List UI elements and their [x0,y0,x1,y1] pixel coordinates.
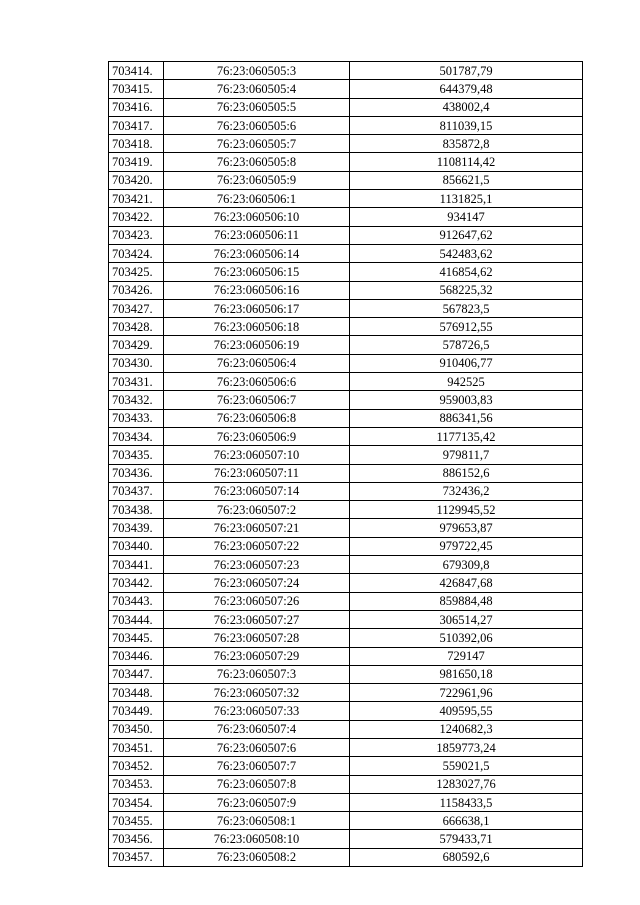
table-row [109,501,583,519]
cadastral-value-cell: 1158433,5 [350,793,583,811]
cadastral-number-cell: 76:23:060507:7 [164,757,350,775]
table-row [109,537,583,555]
row-number-cell: 703425. [109,263,164,281]
row-number-cell: 703443. [109,592,164,610]
cadastral-number-cell: 76:23:060506:17 [164,299,350,317]
cadastral-number-cell: 76:23:060506:7 [164,391,350,409]
cadastral-number-cell: 76:23:060507:22 [164,537,350,555]
cadastral-value-cell: 680592,6 [350,848,583,866]
cadastral-number-cell: 76:23:060506:18 [164,318,350,336]
row-number-cell: 703431. [109,373,164,391]
row-number-cell: 703454. [109,793,164,811]
table-row [109,62,583,80]
table-row [109,116,583,134]
cadastral-number-cell: 76:23:060506:8 [164,409,350,427]
cadastral-value-cell: 1283027,76 [350,775,583,793]
row-number-cell: 703434. [109,427,164,445]
cadastral-number-cell: 76:23:060507:29 [164,647,350,665]
cadastral-value-cell: 679309,8 [350,556,583,574]
cadastral-number-cell: 76:23:060506:10 [164,208,350,226]
cadastral-value-cell: 942525 [350,373,583,391]
cadastral-number-cell: 76:23:060505:3 [164,62,350,80]
table-row [109,757,583,775]
cadastral-value-cell: 578726,5 [350,336,583,354]
cadastral-value-cell: 426847,68 [350,574,583,592]
cadastral-value-cell: 666638,1 [350,812,583,830]
cadastral-value-cell: 856621,5 [350,171,583,189]
cadastral-value-cell: 1129945,52 [350,501,583,519]
cadastral-value-cell: 934147 [350,208,583,226]
row-number-cell: 703439. [109,519,164,537]
cadastral-value-cell: 559021,5 [350,757,583,775]
cadastral-number-cell: 76:23:060507:21 [164,519,350,537]
table-row [109,244,583,262]
row-number-cell: 703442. [109,574,164,592]
row-number-cell: 703428. [109,318,164,336]
row-number-cell: 703426. [109,281,164,299]
table-row [109,702,583,720]
table-row [109,373,583,391]
table-row [109,190,583,208]
cadastral-number-cell: 76:23:060508:10 [164,830,350,848]
cadastral-number-cell: 76:23:060505:4 [164,80,350,98]
cadastral-number-cell: 76:23:060507:10 [164,446,350,464]
cadastral-number-cell: 76:23:060508:1 [164,812,350,830]
cadastral-value-cell: 912647,62 [350,226,583,244]
table-row [109,171,583,189]
table-row [109,263,583,281]
row-number-cell: 703455. [109,812,164,830]
row-number-cell: 703415. [109,80,164,98]
row-number-cell: 703438. [109,501,164,519]
row-number-cell: 703433. [109,409,164,427]
cadastral-number-cell: 76:23:060507:28 [164,629,350,647]
table-row [109,738,583,756]
table-row [109,848,583,866]
cadastral-number-cell: 76:23:060506:4 [164,354,350,372]
cadastral-value-cell: 979653,87 [350,519,583,537]
table-row [109,336,583,354]
row-number-cell: 703446. [109,647,164,665]
cadastral-number-cell: 76:23:060507:27 [164,610,350,628]
cadastral-value-cell: 501787,79 [350,62,583,80]
cadastral-value-cell: 1131825,1 [350,190,583,208]
cadastral-number-cell: 76:23:060505:9 [164,171,350,189]
row-number-cell: 703450. [109,720,164,738]
row-number-cell: 703414. [109,62,164,80]
cadastral-number-cell: 76:23:060507:14 [164,482,350,500]
row-number-cell: 703416. [109,98,164,116]
row-number-cell: 703451. [109,738,164,756]
row-number-cell: 703452. [109,757,164,775]
cadastral-value-cell: 1240682,3 [350,720,583,738]
table-row [109,80,583,98]
row-number-cell: 703421. [109,190,164,208]
table-row [109,391,583,409]
row-number-cell: 703447. [109,665,164,683]
cadastral-number-cell: 76:23:060507:8 [164,775,350,793]
table-row [109,98,583,116]
cadastral-number-cell: 76:23:060507:3 [164,665,350,683]
row-number-cell: 703440. [109,537,164,555]
cadastral-value-table [108,61,583,867]
table-row [109,720,583,738]
cadastral-number-cell: 76:23:060505:6 [164,116,350,134]
cadastral-number-cell: 76:23:060507:9 [164,793,350,811]
row-number-cell: 703449. [109,702,164,720]
table-row [109,647,583,665]
table-row [109,208,583,226]
cadastral-number-cell: 76:23:060506:1 [164,190,350,208]
table-row [109,281,583,299]
row-number-cell: 703422. [109,208,164,226]
row-number-cell: 703424. [109,244,164,262]
cadastral-number-cell: 76:23:060508:2 [164,848,350,866]
table-row [109,610,583,628]
row-number-cell: 703429. [109,336,164,354]
row-number-cell: 703453. [109,775,164,793]
table-row [109,427,583,445]
table-row [109,775,583,793]
row-number-cell: 703423. [109,226,164,244]
cadastral-value-cell: 910406,77 [350,354,583,372]
cadastral-value-cell: 416854,62 [350,263,583,281]
cadastral-value-cell: 567823,5 [350,299,583,317]
table-row [109,592,583,610]
cadastral-number-cell: 76:23:060506:19 [164,336,350,354]
cadastral-number-cell: 76:23:060507:32 [164,684,350,702]
cadastral-value-cell: 886341,56 [350,409,583,427]
row-number-cell: 703448. [109,684,164,702]
table-row [109,665,583,683]
cadastral-value-cell: 510392,06 [350,629,583,647]
cadastral-value-cell: 979722,45 [350,537,583,555]
cadastral-value-cell: 835872,8 [350,135,583,153]
table-row [109,446,583,464]
row-number-cell: 703456. [109,830,164,848]
table-row [109,629,583,647]
cadastral-number-cell: 76:23:060506:6 [164,373,350,391]
cadastral-value-cell: 959003,83 [350,391,583,409]
cadastral-number-cell: 76:23:060507:2 [164,501,350,519]
row-number-cell: 703417. [109,116,164,134]
row-number-cell: 703419. [109,153,164,171]
table-row [109,135,583,153]
row-number-cell: 703430. [109,354,164,372]
table-row [109,482,583,500]
row-number-cell: 703432. [109,391,164,409]
cadastral-number-cell: 76:23:060507:23 [164,556,350,574]
table-row [109,556,583,574]
table-row [109,409,583,427]
table-row [109,153,583,171]
cadastral-value-cell: 579433,71 [350,830,583,848]
table-body [109,62,583,867]
cadastral-value-cell: 1108114,42 [350,153,583,171]
cadastral-value-cell: 438002,4 [350,98,583,116]
table-row [109,299,583,317]
cadastral-value-cell: 1859773,24 [350,738,583,756]
cadastral-number-cell: 76:23:060507:6 [164,738,350,756]
cadastral-number-cell: 76:23:060506:9 [164,427,350,445]
row-number-cell: 703444. [109,610,164,628]
cadastral-number-cell: 76:23:060506:15 [164,263,350,281]
row-number-cell: 703441. [109,556,164,574]
table-row [109,464,583,482]
cadastral-number-cell: 76:23:060507:26 [164,592,350,610]
cadastral-number-cell: 76:23:060507:33 [164,702,350,720]
table-row [109,318,583,336]
row-number-cell: 703437. [109,482,164,500]
cadastral-value-cell: 732436,2 [350,482,583,500]
row-number-cell: 703436. [109,464,164,482]
cadastral-value-cell: 644379,48 [350,80,583,98]
cadastral-number-cell: 76:23:060507:4 [164,720,350,738]
cadastral-number-cell: 76:23:060506:16 [164,281,350,299]
cadastral-value-cell: 542483,62 [350,244,583,262]
table-row [109,830,583,848]
cadastral-number-cell: 76:23:060505:8 [164,153,350,171]
row-number-cell: 703427. [109,299,164,317]
cadastral-value-cell: 722961,96 [350,684,583,702]
cadastral-value-cell: 729147 [350,647,583,665]
cadastral-value-cell: 886152,6 [350,464,583,482]
row-number-cell: 703457. [109,848,164,866]
cadastral-value-cell: 306514,27 [350,610,583,628]
cadastral-value-cell: 1177135,42 [350,427,583,445]
cadastral-value-cell: 859884,48 [350,592,583,610]
row-number-cell: 703420. [109,171,164,189]
table-row [109,812,583,830]
table-row [109,354,583,372]
row-number-cell: 703445. [109,629,164,647]
cadastral-value-cell: 979811,7 [350,446,583,464]
cadastral-value-cell: 576912,55 [350,318,583,336]
cadastral-number-cell: 76:23:060505:7 [164,135,350,153]
row-number-cell: 703418. [109,135,164,153]
cadastral-number-cell: 76:23:060507:11 [164,464,350,482]
row-number-cell: 703435. [109,446,164,464]
cadastral-number-cell: 76:23:060507:24 [164,574,350,592]
cadastral-value-cell: 811039,15 [350,116,583,134]
table-row [109,519,583,537]
cadastral-value-cell: 981650,18 [350,665,583,683]
table-row [109,684,583,702]
cadastral-number-cell: 76:23:060506:11 [164,226,350,244]
table-row [109,574,583,592]
cadastral-value-cell: 568225,32 [350,281,583,299]
cadastral-number-cell: 76:23:060505:5 [164,98,350,116]
cadastral-number-cell: 76:23:060506:14 [164,244,350,262]
cadastral-value-cell: 409595,55 [350,702,583,720]
table-row [109,226,583,244]
table-row [109,793,583,811]
